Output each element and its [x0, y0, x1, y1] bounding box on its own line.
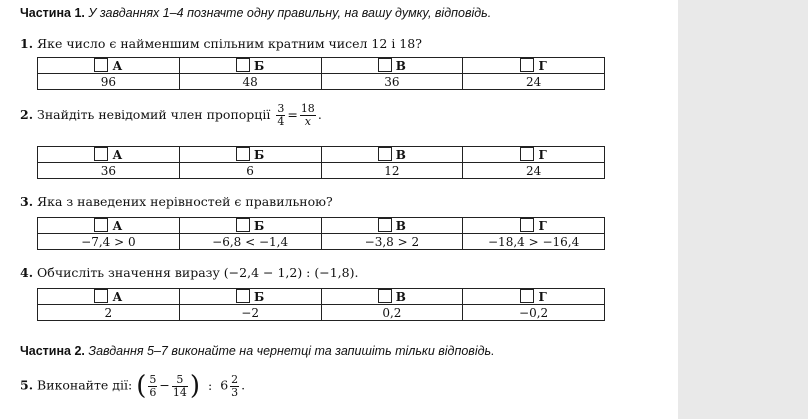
fraction-5-14: $\frac{5}{14}$ [172, 372, 187, 399]
minus-sign: − [159, 377, 170, 393]
question-text: Виконайте дії: [37, 377, 133, 393]
answer-value: −2 [179, 305, 321, 321]
option-a[interactable]: А [38, 218, 180, 234]
option-g[interactable]: Г [463, 147, 605, 163]
values-row [38, 163, 605, 179]
option-v[interactable]: В [321, 58, 463, 74]
answer-value: 96 [38, 74, 180, 90]
option-g[interactable]: Г [463, 289, 605, 305]
checkbox-icon[interactable] [236, 58, 250, 72]
period: . [317, 107, 322, 122]
checkbox-icon[interactable] [94, 58, 108, 72]
part1-header [20, 6, 491, 20]
question-text: Знайдіть невідомий член пропорції [37, 107, 271, 122]
division-sign: : [207, 377, 213, 393]
answer-value: 2 [38, 305, 180, 321]
right-paren: ) [189, 371, 200, 401]
checkbox-icon[interactable] [520, 218, 534, 232]
question-2 [20, 103, 322, 128]
question-number: 3. [20, 194, 34, 209]
question-text: Яка з наведених нерівностей є правильною? [37, 194, 333, 209]
option-a[interactable]: А [38, 289, 180, 305]
option-a[interactable]: А [38, 147, 180, 163]
options-row [38, 218, 605, 234]
checkbox-icon[interactable] [236, 289, 250, 303]
answer-value: −6,8 < −1,4 [179, 234, 321, 250]
values-row [38, 74, 605, 90]
part2-header [20, 344, 495, 358]
checkbox-icon[interactable] [520, 147, 534, 161]
answer-table-1 [37, 57, 605, 90]
answer-value: −3,8 > 2 [321, 234, 463, 250]
checkbox-icon[interactable] [94, 218, 108, 232]
question-5 [20, 371, 245, 401]
checkbox-icon[interactable] [94, 289, 108, 303]
fraction-2-3: $\frac{2}{3}$ [231, 372, 239, 399]
values-row [38, 305, 605, 321]
values-row [38, 234, 605, 250]
equals-sign: = [287, 107, 298, 122]
question-number: 5. [20, 377, 34, 393]
question-number: 2. [20, 107, 34, 122]
question-number: 1. [20, 36, 34, 51]
checkbox-icon[interactable] [378, 147, 392, 161]
checkbox-icon[interactable] [94, 147, 108, 161]
option-b[interactable]: Б [179, 58, 321, 74]
option-b[interactable]: Б [179, 218, 321, 234]
answer-value: −0,2 [463, 305, 605, 321]
answer-value: 12 [321, 163, 463, 179]
answer-value: 24 [463, 163, 605, 179]
answer-value: 48 [179, 74, 321, 90]
part1-title: Частина 1. [20, 6, 85, 20]
option-b[interactable]: Б [179, 289, 321, 305]
question-1 [20, 36, 422, 51]
checkbox-icon[interactable] [378, 289, 392, 303]
option-v[interactable]: В [321, 218, 463, 234]
question-text: Яке число є найменшим спільним кратним чисел 12 і 18? [37, 36, 422, 51]
question-number: 4. [20, 265, 34, 280]
option-a[interactable]: А [38, 58, 180, 74]
fraction-18-x: $\frac{18}{x}$ [300, 102, 315, 128]
checkbox-icon[interactable] [520, 58, 534, 72]
question-text: Обчисліть значення виразу (−2,4 − 1,2) : (−1,8). [37, 265, 359, 280]
fraction-3-4: $\frac{3}{4}$ [277, 102, 285, 128]
part2-instruction: Завдання 5–7 виконайте на чернетці та запишіть тільки відповідь. [88, 344, 495, 358]
answer-table-2 [37, 146, 605, 179]
answer-value: 24 [463, 74, 605, 90]
part2-title: Частина 2. [20, 344, 85, 358]
answer-value: 0,2 [321, 305, 463, 321]
period: . [241, 377, 246, 393]
fraction-5-6: $\frac{5}{6}$ [149, 372, 157, 399]
mixed-whole: 6 [220, 377, 229, 393]
checkbox-icon[interactable] [236, 218, 250, 232]
options-row [38, 147, 605, 163]
right-margin-panel [678, 0, 808, 419]
option-b[interactable]: Б [179, 147, 321, 163]
checkbox-icon[interactable] [378, 218, 392, 232]
part1-instruction: У завданнях 1–4 позначте одну правильну, на вашу думку, відповідь. [88, 6, 492, 20]
question-3 [20, 194, 333, 209]
checkbox-icon[interactable] [236, 147, 250, 161]
checkbox-icon[interactable] [520, 289, 534, 303]
answer-value: −18,4 > −16,4 [463, 234, 605, 250]
answer-value: 6 [179, 163, 321, 179]
answer-value: −7,4 > 0 [38, 234, 180, 250]
left-paren: ( [136, 371, 147, 401]
options-row [38, 289, 605, 305]
answer-table-4 [37, 288, 605, 321]
answer-table-3 [37, 217, 605, 250]
options-row [38, 58, 605, 74]
option-g[interactable]: Г [463, 218, 605, 234]
question-4 [20, 265, 358, 280]
option-v[interactable]: В [321, 289, 463, 305]
checkbox-icon[interactable] [378, 58, 392, 72]
option-v[interactable]: В [321, 147, 463, 163]
answer-value: 36 [38, 163, 180, 179]
answer-value: 36 [321, 74, 463, 90]
option-g[interactable]: Г [463, 58, 605, 74]
